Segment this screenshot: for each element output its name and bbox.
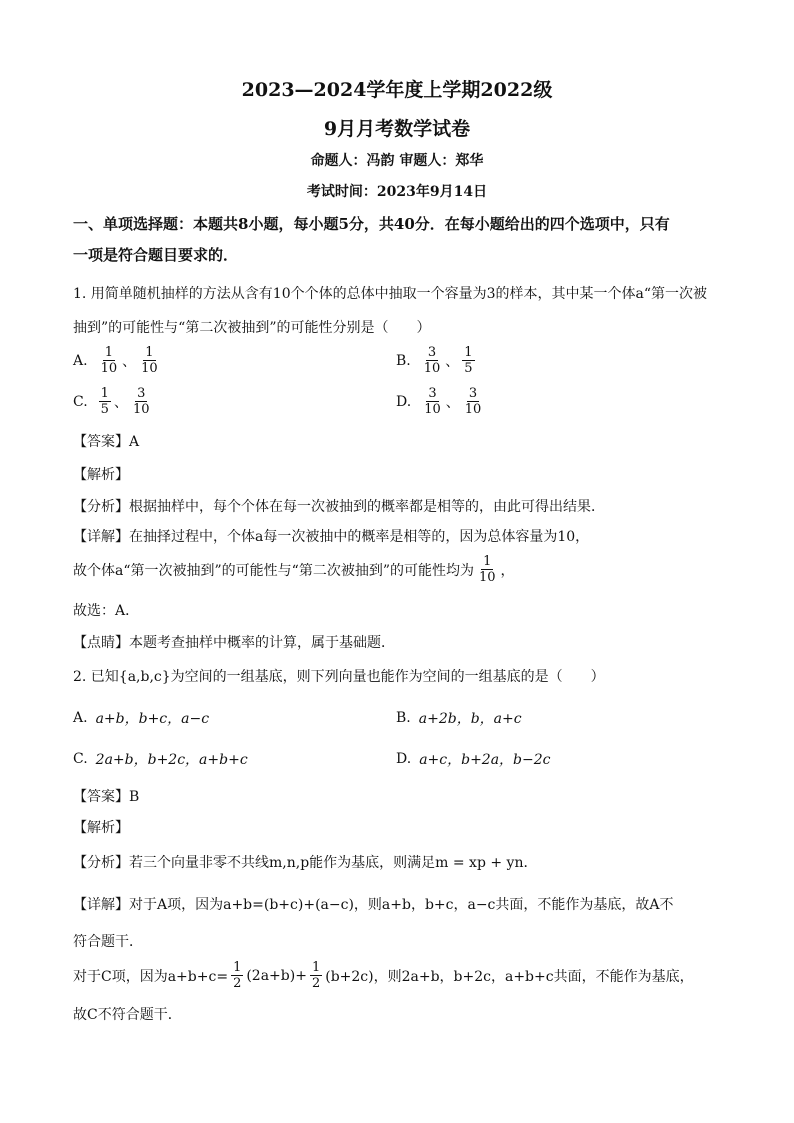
- q2-option-c: [73, 749, 248, 769]
- q1-final-choice: 故选：A．: [73, 603, 140, 619]
- fraction: $\frac{1}{5}$: [100, 386, 109, 417]
- section-heading-line1: 一、单项选择题：本题共8小题，每小题5分，共40分．在每小题给出的四个选项中，只有: [73, 215, 670, 233]
- exam-time-line: 考试时间：2023年9月14日: [306, 184, 488, 200]
- authors-line: 命题人：冯韵 审题人：郑华: [310, 153, 484, 169]
- q2-c-line1-part-b: (2a+b)+: [246, 967, 307, 984]
- fraction: $\frac{3}{10}$: [424, 386, 441, 417]
- fraction: $\frac{3}{10}$: [132, 386, 150, 417]
- fraction: $\frac{1}{10}$: [141, 345, 158, 376]
- q2-option-b: [396, 708, 522, 728]
- fraction: $\frac{1}{2}$: [233, 960, 242, 991]
- q2-fenxi: 【分析】若三个向量非零不共线m,n,p能作为基底，则满足m = xp + yn．: [73, 855, 538, 871]
- option-label: D.: [396, 393, 412, 410]
- q1-xiangjie-line2-end: ，: [500, 562, 515, 579]
- option-label: A.: [73, 710, 88, 726]
- q2-xiangjie-line2: 符合题干．: [73, 934, 143, 950]
- q1-stem-line2: 抽到”的可能性与“第二次被抽到”的可能性分别是（ ）: [73, 320, 431, 336]
- separator: 、: [445, 353, 460, 370]
- q1-dianjing: 【点睛】本题考查抽样中概率的计算，属于基础题．: [73, 635, 395, 651]
- option-text: a+2b，b，a+c: [418, 711, 522, 727]
- q1-stem-line1: 1. 用简单随机抽样的方法从含有10个个体的总体中抽取一个容量为3的样本，其中某一个体a“第一次被: [73, 286, 708, 302]
- fraction: $\frac{3}{10}$: [464, 386, 482, 417]
- separator: 、: [445, 394, 460, 411]
- option-label: B.: [396, 710, 411, 726]
- fraction: $\frac{3}{10}$: [423, 345, 441, 376]
- q1-xiangjie-line1: 【详解】在抽择过程中，个体a每一次被抽中的概率是相等的，因为总体容量为10，: [73, 529, 590, 545]
- q1-option-b: [396, 345, 478, 376]
- q2-c-line1-part-a: 对于C项，因为a+b+c=: [73, 968, 229, 985]
- q1-xiangjie-line2-text: 故个体a“第一次被抽到”的可能性与“第二次被抽到”的可能性均为: [73, 562, 474, 579]
- exam-title-line1: 2023—2024学年度上学期2022级: [241, 79, 553, 101]
- q2-stem: 2. 已知{a,b,c}为空间的一组基底，则下列向量也能作为空间的一组基底的是（ ）: [73, 669, 605, 685]
- option-label: B.: [396, 352, 411, 369]
- exam-title-line2: 9月月考数学试卷: [323, 118, 471, 140]
- option-label: A.: [73, 352, 88, 369]
- q1-option-d: [396, 386, 486, 417]
- q2-c-line1-part-c: (b+2c)，则2a+b，b+2c，a+b+c共面，不能作为基底，: [325, 968, 694, 985]
- option-label: C.: [73, 751, 88, 767]
- q2-answer: 【答案】B: [73, 789, 140, 805]
- q2-analysis-heading: 【解析】: [73, 820, 129, 836]
- q1-analysis-heading: 【解析】: [73, 467, 129, 483]
- fraction: $\frac{1}{10}$: [100, 345, 118, 376]
- q2-option-a: [73, 708, 209, 728]
- option-text: a+b，b+c，a−c: [95, 711, 210, 727]
- q2-c-line1: [73, 960, 694, 991]
- q1-answer: 【答案】A: [73, 434, 140, 450]
- option-text: 2a+b，b+2c，a+b+c: [95, 752, 248, 768]
- q1-fenxi: 【分析】根据抽样中，每个个体在每一次被抽到的概率都是相等的，由此可得出结果．: [73, 499, 605, 515]
- q2-xiangjie-line1: 【详解】对于A项，因为a+b=(b+c)+(a−c)，则a+b，b+c，a−c共面，不能作为基底，故A不: [73, 897, 674, 913]
- option-label: D.: [396, 751, 412, 767]
- q1-option-a: [73, 345, 163, 376]
- fraction: $\frac{1}{2}$: [311, 960, 321, 991]
- q1-option-c: [73, 386, 155, 417]
- section-heading-line2: 一项是符合题目要求的．: [73, 246, 239, 264]
- option-text: a+c，b+2a，b−2c: [419, 752, 551, 768]
- q2-c-line2: 故C不符合题干．: [73, 1007, 182, 1023]
- fraction: $\frac{1}{5}$: [464, 345, 473, 376]
- separator: 、: [122, 353, 137, 370]
- fraction: $\frac{1}{10}$: [478, 554, 496, 585]
- q1-xiangjie-line2: [73, 554, 515, 585]
- separator: 、: [113, 394, 128, 411]
- option-label: C.: [73, 393, 88, 410]
- q2-option-d: [396, 749, 551, 769]
